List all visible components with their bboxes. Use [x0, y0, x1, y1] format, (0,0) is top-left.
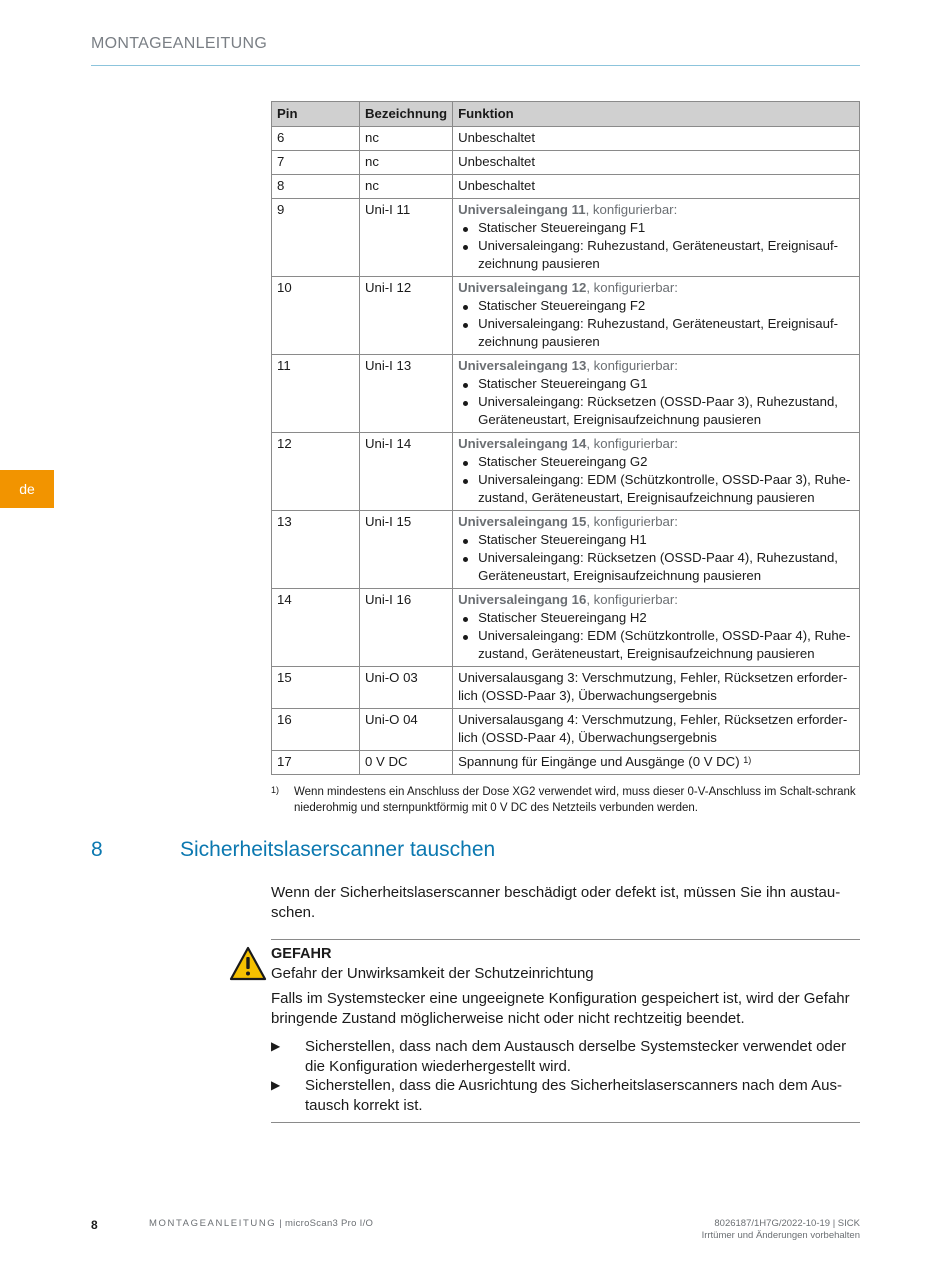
name-cell: Uni-I 15 — [360, 511, 453, 589]
table-row — [272, 433, 860, 511]
function-group-title-rest: , konfigurierbar: — [585, 202, 678, 217]
column-header-pin: Pin — [272, 102, 360, 127]
function-bullet: Statischer Steuereingang F1 — [458, 219, 854, 237]
section-intro: Wenn der Sicherheitslaserscanner beschädigt oder defekt ist, müssen Sie ihn austau-schen. — [271, 884, 841, 921]
column-header-name: Bezeichnung — [360, 102, 453, 127]
name-cell: nc — [360, 175, 453, 199]
warning-triangle-icon — [229, 946, 267, 981]
pin-cell: 15 — [272, 667, 360, 709]
arrow-right-icon: ▶ — [271, 1078, 281, 1092]
warning-body: Falls im Systemstecker eine ungeeignete Konfiguration gespeichert ist, wird der Gefahr bringende Zustand möglicherweise nicht oder nicht rechtzeitig beendet. — [271, 990, 850, 1027]
function-cell — [453, 199, 860, 277]
function-group-title — [458, 201, 854, 219]
function-group-title-bold: Universaleingang 11 — [458, 202, 586, 217]
warning-action-item — [271, 1076, 860, 1115]
arrow-right-icon: ▶ — [271, 1039, 281, 1053]
warning-action-text: Sicherstellen, dass nach dem Austausch derselbe Systemstecker verwendet oder die Konfiguration wiederhergestellt wird. — [305, 1038, 847, 1075]
warning-action-text: Sicherstellen, dass die Ausrichtung des Sicherheitslaserscanners nach dem Aus-tausch korrekt ist. — [305, 1077, 842, 1114]
page-number: 8 — [91, 1218, 98, 1232]
function-bullet: Universaleingang: Ruhezustand, Geräteneustart, Ereignisauf-zeichnung pausieren — [458, 237, 854, 273]
warning-label: GEFAHR — [271, 946, 332, 962]
column-header-function: Funktion — [453, 102, 860, 127]
function-bullet: Statischer Steuereingang G2 — [458, 453, 854, 471]
function-bullet: Universaleingang: EDM (Schützkontrolle, OSSD-Paar 4), Ruhe-zustand, Geräteneustart, Ereignisaufzeichnung pausieren — [458, 627, 854, 663]
footer-reference — [702, 1218, 860, 1242]
pin-cell: 8 — [272, 175, 360, 199]
function-group-title-bold: Universaleingang 12 — [458, 280, 587, 295]
language-tab[interactable]: de — [0, 470, 54, 508]
function-cell: Unbeschaltet — [453, 127, 860, 151]
function-cell — [453, 277, 860, 355]
pin-cell: 14 — [272, 589, 360, 667]
function-cell: Unbeschaltet — [453, 175, 860, 199]
warning-action-list — [271, 1037, 860, 1115]
warning-bottom-rule — [271, 1122, 860, 1123]
function-group-title-rest: , konfigurierbar: — [586, 514, 678, 529]
function-bullet: Statischer Steuereingang G1 — [458, 375, 854, 393]
function-group-title — [458, 279, 854, 297]
footer-separator: | — [276, 1218, 285, 1229]
table-row — [272, 511, 860, 589]
function-group-title — [458, 513, 854, 531]
header-rule — [91, 65, 860, 66]
table-row — [272, 277, 860, 355]
pin-cell: 9 — [272, 199, 360, 277]
table-row — [272, 199, 860, 277]
function-group-title — [458, 591, 854, 609]
function-group-title-rest: , konfigurierbar: — [586, 436, 678, 451]
table-row — [272, 751, 860, 775]
table-header-row — [272, 102, 860, 127]
footer-ref-line: 8026187/1H7G/2022-10-19 | SICK — [714, 1218, 860, 1229]
function-group-title — [458, 435, 854, 453]
name-cell: Uni-I 14 — [360, 433, 453, 511]
section-title: Sicherheitslaserscanner tauschen — [180, 838, 496, 861]
name-cell: Uni-I 12 — [360, 277, 453, 355]
footnote-text: Wenn mindestens ein Anschluss der Dose XG2 verwendet wird, muss dieser 0-V-Anschluss im Schalt-schrank niederohmig und sternpunktförmig mit 0 V DC des Netzteils verbunden werden. — [294, 786, 856, 814]
function-cell — [453, 511, 860, 589]
warning-top-rule — [271, 939, 860, 940]
function-cell — [453, 433, 860, 511]
pin-cell: 17 — [272, 751, 360, 775]
name-cell: 0 V DC — [360, 751, 453, 775]
function-group-title-bold: Universaleingang 14 — [458, 436, 587, 451]
pin-cell: 12 — [272, 433, 360, 511]
name-cell: nc — [360, 151, 453, 175]
function-cell: Universalausgang 3: Verschmutzung, Fehler, Rücksetzen erforder-lich (OSSD-Paar 3), Überwachungsergebnis — [453, 667, 860, 709]
warning-subtitle: Gefahr der Unwirksamkeit der Schutzeinrichtung — [271, 965, 594, 982]
function-group-title-bold: Universaleingang 16 — [458, 592, 587, 607]
pin-cell: 11 — [272, 355, 360, 433]
function-group-title-rest: , konfigurierbar: — [586, 592, 678, 607]
function-bullet: Statischer Steuereingang F2 — [458, 297, 854, 315]
table-row — [272, 127, 860, 151]
footer-disclaimer: Irrtümer und Änderungen vorbehalten — [701, 1230, 860, 1241]
pin-cell: 10 — [272, 277, 360, 355]
function-group-title-rest: , konfigurierbar: — [586, 358, 678, 373]
table-row — [272, 151, 860, 175]
pin-cell: 7 — [272, 151, 360, 175]
function-group-title-bold: Universaleingang 15 — [458, 514, 587, 529]
function-cell — [453, 589, 860, 667]
footer-doc-info — [149, 1218, 373, 1229]
pin-cell: 16 — [272, 709, 360, 751]
section-number: 8 — [91, 838, 103, 861]
function-bullet: Universaleingang: Rücksetzen (OSSD-Paar 3), Ruhezustand, Geräteneustart, Ereignisaufzeichnung pausieren — [458, 393, 854, 429]
function-group-title — [458, 357, 854, 375]
footnote-reference[interactable]: 1) — [743, 755, 752, 765]
footnote-mark: 1) — [271, 785, 280, 795]
function-bullet: Universaleingang: EDM (Schützkontrolle, OSSD-Paar 3), Ruhe-zustand, Geräteneustart, Ereignisaufzeichnung pausieren — [458, 471, 854, 507]
function-group-title-rest: , konfigurierbar: — [586, 280, 678, 295]
function-cell — [453, 355, 860, 433]
function-bullet: Statischer Steuereingang H2 — [458, 609, 854, 627]
table-row — [272, 667, 860, 709]
page-header-title: MONTAGEANLEITUNG — [91, 35, 268, 52]
name-cell: Uni-I 16 — [360, 589, 453, 667]
function-bullet: Universaleingang: Rücksetzen (OSSD-Paar 4), Ruhezustand, Geräteneustart, Ereignisaufzeichnung pausieren — [458, 549, 854, 585]
pin-assignment-table — [271, 101, 860, 775]
pin-cell: 13 — [272, 511, 360, 589]
function-cell: Universalausgang 4: Verschmutzung, Fehler, Rücksetzen erforder-lich (OSSD-Paar 4), Überwachungsergebnis — [453, 709, 860, 751]
function-text: Spannung für Eingänge und Ausgänge (0 V DC) — [458, 754, 740, 769]
table-footnote — [271, 784, 860, 816]
name-cell: nc — [360, 127, 453, 151]
table-row — [272, 355, 860, 433]
function-bullet: Universaleingang: Ruhezustand, Geräteneustart, Ereignisauf-zeichnung pausieren — [458, 315, 854, 351]
table-row — [272, 709, 860, 751]
table-row — [272, 589, 860, 667]
table-row — [272, 175, 860, 199]
name-cell: Uni-I 11 — [360, 199, 453, 277]
function-cell — [453, 751, 860, 775]
pin-cell: 6 — [272, 127, 360, 151]
function-group-title-bold: Universaleingang 13 — [458, 358, 587, 373]
name-cell: Uni-O 03 — [360, 667, 453, 709]
function-bullet: Statischer Steuereingang H1 — [458, 531, 854, 549]
warning-action-item — [271, 1037, 860, 1076]
function-cell: Unbeschaltet — [453, 151, 860, 175]
footer-doc-title: MONTAGEANLEITUNG — [149, 1218, 277, 1229]
name-cell: Uni-O 04 — [360, 709, 453, 751]
name-cell: Uni-I 13 — [360, 355, 453, 433]
footer-product: microScan3 Pro I/O — [284, 1218, 374, 1229]
